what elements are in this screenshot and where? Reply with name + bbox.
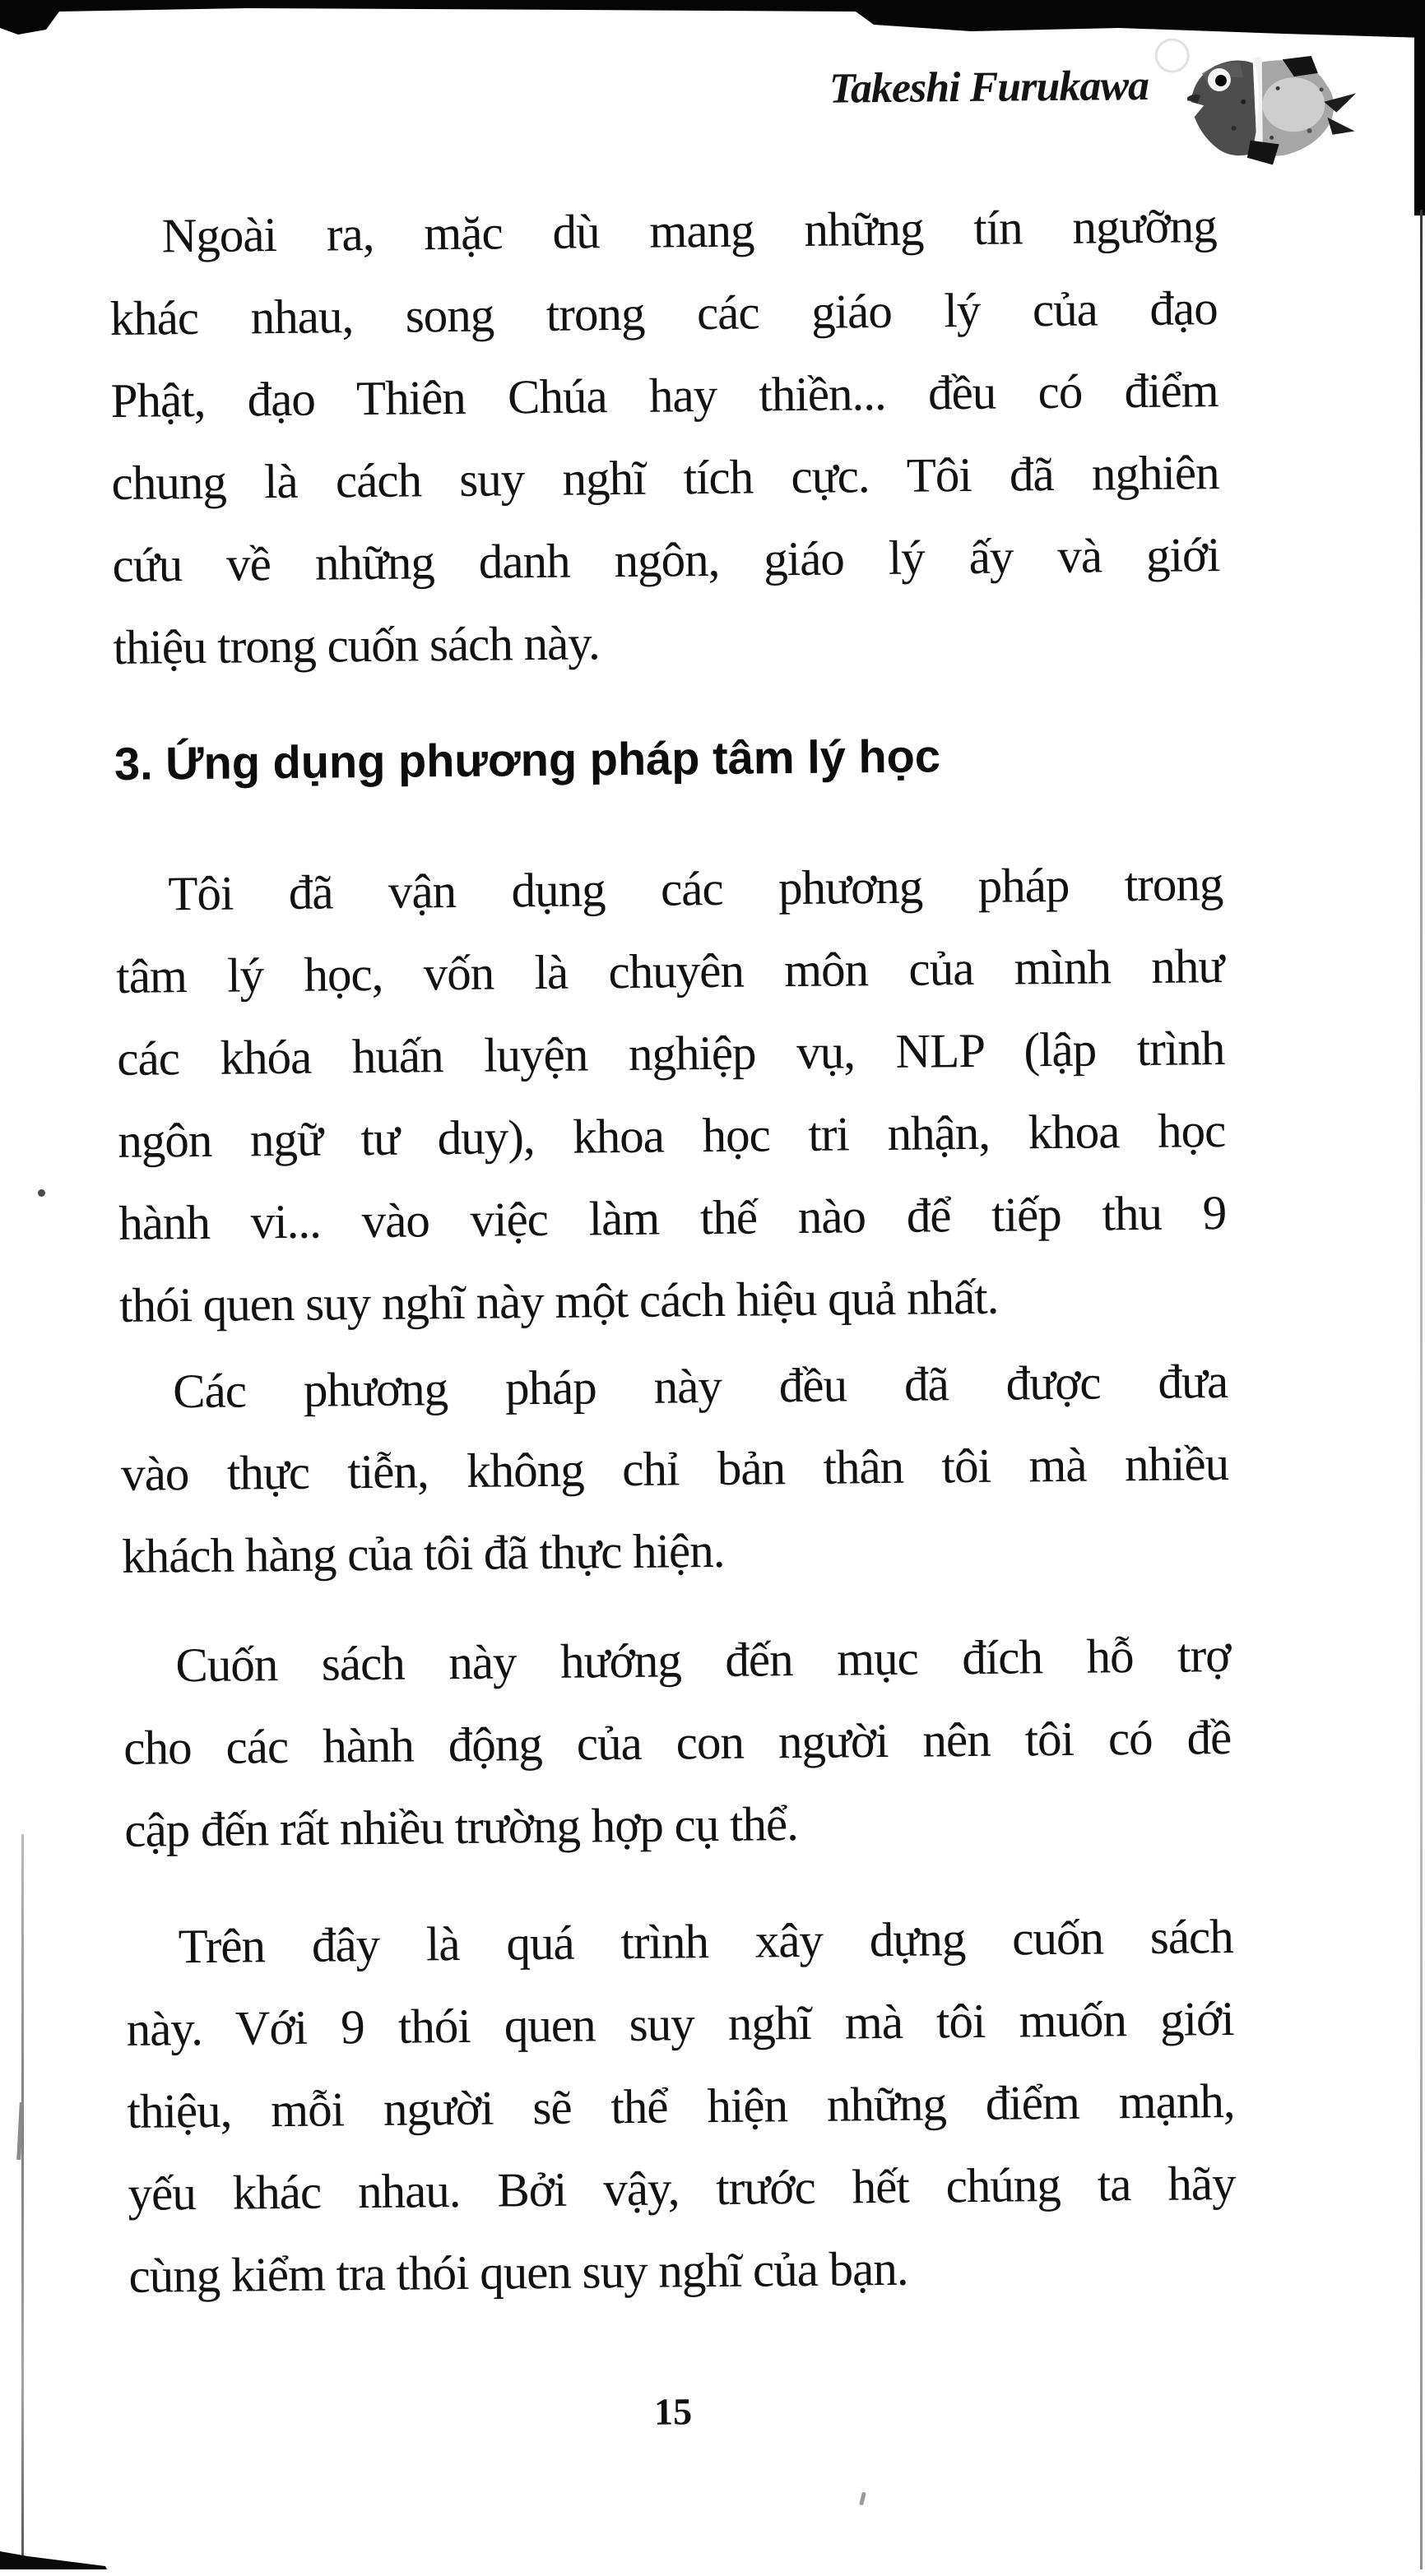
text-line: Cuốn sách này hướng đến mục đích hỗ trợ: [175, 1627, 1231, 1693]
text-line: thiệu trong cuốn sách này.: [113, 615, 600, 674]
text-line: ngôn ngữ tư duy), khoa học tri nhận, khoa học: [117, 1103, 1226, 1168]
section-heading: [114, 712, 1222, 805]
text-line: khách hàng của tôi đã thực hiện.: [121, 1522, 725, 1583]
text-line: tâm lý học, vốn là chuyên môn của mình như: [116, 938, 1224, 1003]
text-line: cứu về những danh ngôn, giáo lý ấy và giới: [112, 527, 1220, 592]
text-line: Trên đây là quá trình xây dựng cuốn sách: [178, 1908, 1233, 1974]
scan-edge-right: [1414, 0, 1425, 215]
text-line: vào thực tiễn, không chỉ bản thân tôi mà nhiều: [120, 1435, 1229, 1501]
text-line: cùng kiểm tra thói quen suy nghĩ của bạn.: [128, 2240, 908, 2303]
text-line: hành vi... vào việc làm thế nào để tiếp thu 9: [118, 1185, 1227, 1250]
text-line: thói quen suy nghĩ này một cách hiệu quả nhất.: [118, 1269, 999, 1332]
scan-artifact-left-line: [21, 1834, 24, 2564]
paragraph-practice: [120, 1340, 1230, 1597]
text-line: các khóa huấn luyện nghiệp vụ, NLP (lập trình: [117, 1021, 1225, 1086]
page-number: 15: [653, 2390, 693, 2433]
paragraph-intro: [109, 184, 1221, 688]
text-line: Các phương pháp này đều đã được đưa: [172, 1353, 1228, 1419]
text-line: cập đến rất nhiều trường hợp cụ thể.: [124, 1796, 799, 1857]
heading-line: 3. Ứng dụng phương pháp tâm lý học: [114, 730, 941, 790]
text-line: cho các hành động của con người nên tôi có đề: [123, 1709, 1232, 1775]
running-header-author: Takeshi Furukawa: [829, 62, 1149, 113]
paragraph-purpose: [123, 1614, 1232, 1871]
faint-circle-mark: [1154, 38, 1189, 72]
paragraph-closing: [125, 1895, 1237, 2317]
paragraph-methods: [115, 842, 1228, 1346]
text-line: khác nhau, song trong các giáo lý của đạo: [109, 280, 1218, 345]
scan-edge-bottom-left: [0, 2548, 107, 2569]
text-line: Tôi đã vận dụng các phương pháp trong: [168, 856, 1223, 921]
text-line: Phật, đạo Thiên Chúa hay thiền... đều có điểm: [110, 363, 1218, 428]
text-line: này. Với 9 thói quen suy nghĩ mà tôi muốn giới: [126, 1990, 1234, 2056]
text-line: thiệu, mỗi người sẽ thể hiện những điểm mạnh,: [127, 2073, 1235, 2138]
text-line: Ngoài ra, mặc dù mang những tín ngưỡng: [161, 198, 1217, 263]
text-line: yếu khác nhau. Bởi vậy, trước hết chúng ta hãy: [128, 2155, 1236, 2221]
scan-artifact-left-dot: [38, 1189, 45, 1197]
fish-stamp-icon: [1186, 51, 1359, 168]
text-line: chung là cách suy nghĩ tích cực. Tôi đã nghiên: [111, 445, 1219, 510]
